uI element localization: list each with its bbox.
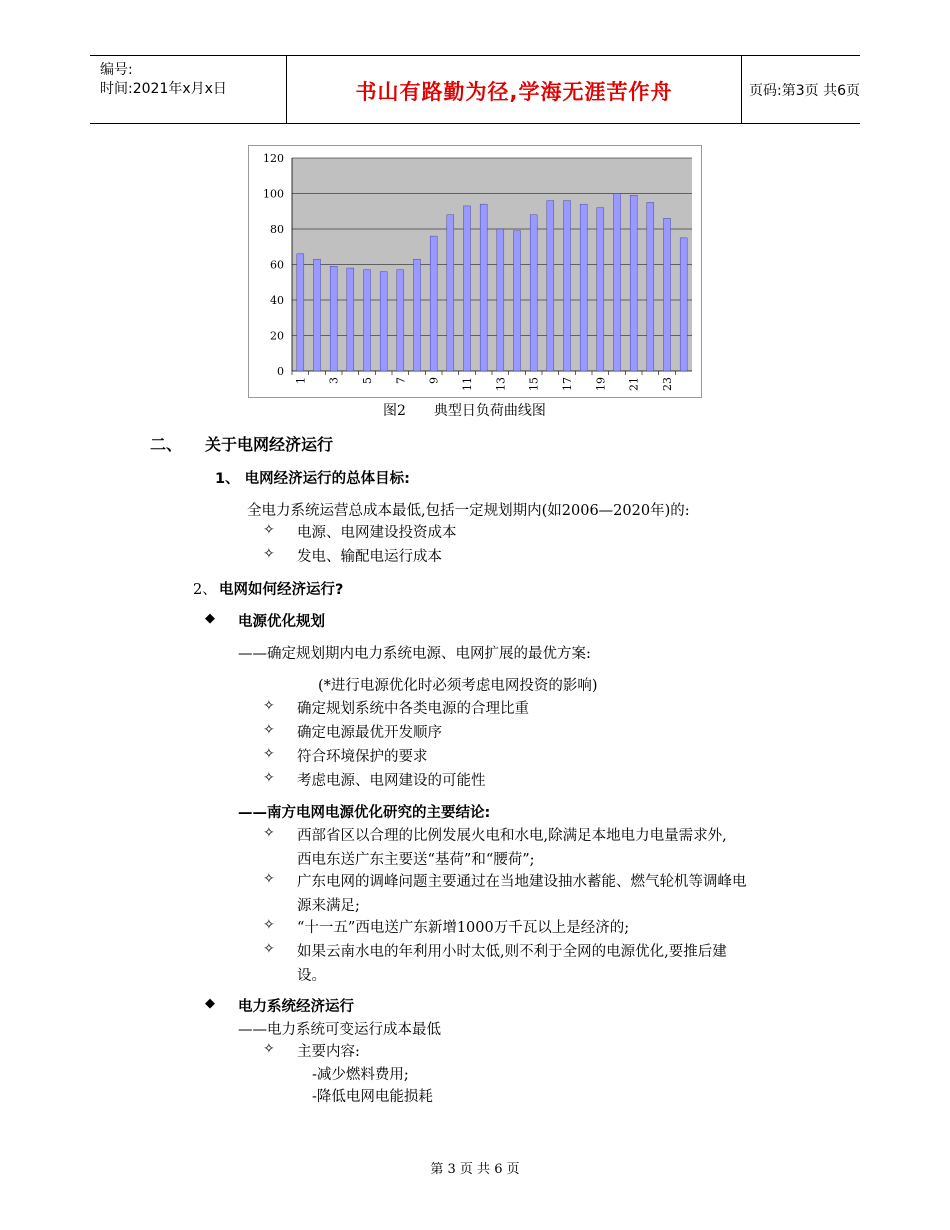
load-curve-chart — [248, 145, 702, 398]
x-tick-label: 1 — [294, 377, 308, 384]
bar — [514, 231, 521, 371]
solid-diamond-icon: ◆ — [205, 611, 215, 626]
hollow-diamond-icon: ✧ — [263, 825, 275, 841]
bar — [614, 194, 621, 372]
bar — [680, 238, 687, 371]
conclusion-line: 广东电网的调峰问题主要通过在当地建设抽水蓄能、燃气轮机等调峰电 — [297, 874, 747, 890]
bar — [347, 268, 354, 371]
conclusion-line: 设。 — [297, 968, 326, 984]
y-tick-label: 40 — [270, 294, 284, 307]
conclusion-line: 西部省区以合理的比例发展火电和水电,除满足本地电力电量需求外, — [297, 828, 727, 844]
figure-caption — [383, 400, 546, 420]
bar — [330, 266, 337, 371]
conclusion-line: “十一五”西电送广东新增1000万千瓦以上是经济的; — [297, 920, 630, 936]
bar — [430, 236, 437, 371]
y-tick-label: 80 — [270, 223, 284, 236]
section-title: 关于电网经济运行 — [205, 435, 334, 454]
x-tick-label: 11 — [461, 377, 474, 391]
x-tick-label: 19 — [594, 377, 608, 391]
conclusions-title: ——南方电网电源优化研究的主要结论: — [238, 805, 491, 821]
bar — [414, 259, 421, 371]
solid-diamond-icon: ◆ — [205, 996, 215, 1011]
page-footer: 第 3 页 共 6 页 — [430, 1162, 520, 1177]
figure-number: 图2 — [383, 403, 406, 419]
motto: 书山有路勤为径,学海无涯苦作舟 — [355, 80, 673, 104]
y-tick-label: 20 — [270, 329, 284, 343]
bar — [547, 201, 554, 371]
bar — [664, 218, 671, 371]
x-tick-label: 5 — [361, 377, 374, 384]
bar — [580, 204, 587, 371]
x-tick-label: 17 — [561, 377, 574, 391]
planning-note: (*进行电源优化时必须考虑电网投资的影响) — [318, 678, 598, 694]
time-label: 时间:2021年x月x日 — [100, 81, 227, 97]
bar — [364, 270, 371, 371]
s1-title: 1、 电网经济运行的总体目标: — [215, 471, 410, 487]
bar — [464, 206, 471, 371]
hollow-diamond-icon: ✧ — [263, 917, 275, 933]
conclusion-line: 源来满足; — [297, 898, 360, 914]
bar — [380, 272, 387, 371]
x-tick-label: 3 — [327, 377, 341, 384]
hollow-diamond-icon: ✧ — [263, 941, 275, 957]
s2-title: 电网如何经济运行? — [219, 582, 344, 598]
conclusion-line: 西电东送广东主要送“基荷”和“腰荷”; — [297, 852, 535, 868]
bar — [497, 229, 504, 371]
hollow-diamond-icon: ✧ — [263, 1041, 275, 1057]
y-tick-label: 100 — [263, 187, 284, 201]
figure-title: 典型日负荷曲线图 — [433, 403, 546, 419]
bar — [564, 201, 571, 371]
bar — [597, 208, 604, 371]
bar — [297, 254, 304, 371]
main-content-label: 主要内容: — [297, 1044, 360, 1060]
header-right-cell — [741, 56, 860, 123]
x-tick-label: 21 — [627, 377, 641, 391]
bar — [447, 215, 454, 371]
y-tick-label: 120 — [263, 152, 284, 165]
section-number: 二、 — [150, 435, 183, 454]
planning-item: 符合环境保护的要求 — [297, 749, 428, 765]
x-tick-label: 9 — [427, 377, 441, 384]
economic-operation-title: 电力系统经济运行 — [238, 999, 354, 1015]
conclusion-line: 如果云南水电的年利用小时太低,则不利于全网的电源优化,要推后建 — [297, 944, 727, 960]
y-tick-label: 0 — [277, 365, 284, 378]
bar — [630, 195, 637, 371]
economic-operation-line: ——电力系统可变运行成本最低 — [238, 1022, 441, 1038]
planning-line: ——确定规划期内电力系统电源、电网扩展的最优方案: — [238, 646, 591, 662]
hollow-diamond-icon: ✧ — [263, 698, 275, 714]
page-header — [90, 55, 860, 124]
header-left-cell — [90, 56, 286, 123]
hollow-diamond-icon: ✧ — [263, 871, 275, 887]
y-tick-label: 60 — [270, 258, 284, 272]
bar — [647, 202, 654, 371]
code-label: 编号: — [100, 62, 133, 78]
bar — [530, 215, 537, 371]
s1-item: 发电、输配电运行成本 — [297, 549, 442, 565]
s1-item: 电源、电网建设投资成本 — [297, 525, 457, 541]
x-tick-label: 23 — [661, 377, 674, 391]
x-tick-label: 13 — [494, 377, 508, 391]
hollow-diamond-icon: ✧ — [263, 722, 275, 738]
hollow-diamond-icon: ✧ — [263, 746, 275, 762]
page-info: 页码:第3页 共6页 — [749, 83, 860, 99]
s1-body: 全电力系统运营总成本最低,包括一定规划期内(如2006—2020年)的: — [247, 503, 690, 519]
hollow-diamond-icon: ✧ — [263, 770, 275, 786]
x-tick-label: 15 — [527, 377, 541, 391]
s2-number: 2、 — [193, 582, 217, 598]
planning-item: 考虑电源、电网建设的可能性 — [297, 773, 486, 789]
hollow-diamond-icon: ✧ — [263, 546, 275, 562]
sub-item: -减少燃料费用; — [312, 1067, 409, 1083]
chart-svg — [249, 146, 701, 397]
sub-item: -降低电网电能损耗 — [312, 1089, 433, 1105]
bar — [314, 259, 321, 371]
bar — [397, 270, 404, 371]
planning-title: 电源优化规划 — [238, 614, 325, 630]
x-tick-label: 7 — [394, 377, 408, 384]
header-center-cell — [286, 56, 742, 123]
planning-item: 确定规划系统中各类电源的合理比重 — [297, 701, 529, 717]
bar — [480, 204, 487, 371]
planning-item: 确定电源最优开发顺序 — [297, 725, 442, 741]
hollow-diamond-icon: ✧ — [263, 522, 275, 538]
